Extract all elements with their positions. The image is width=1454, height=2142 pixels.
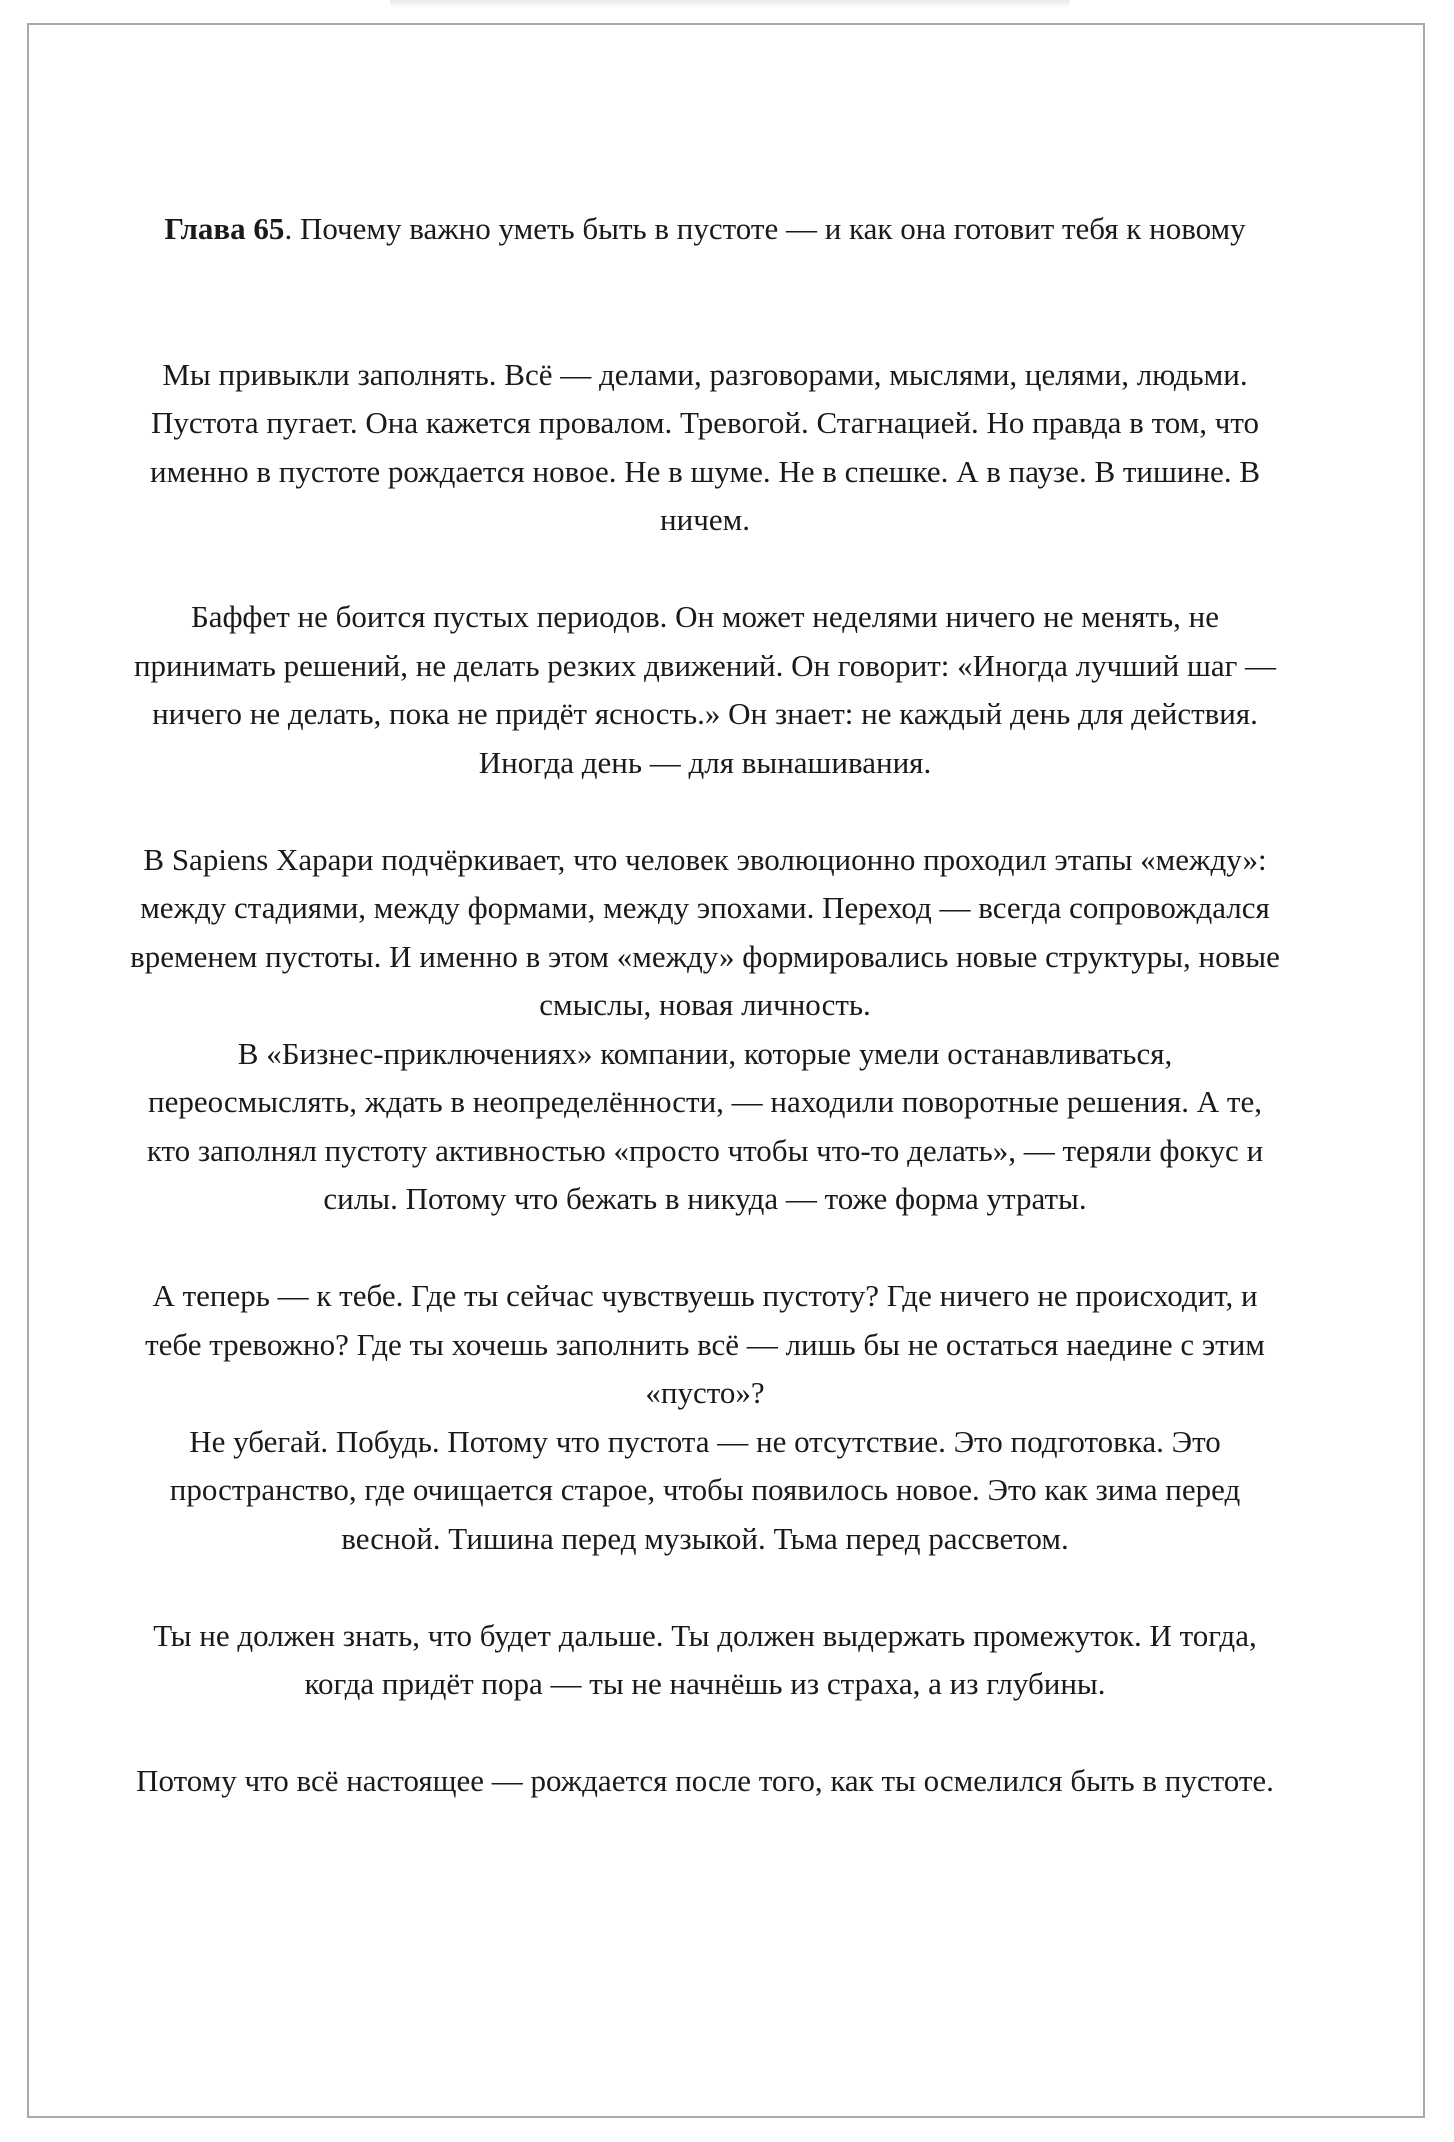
paragraph-6: Потому что всё настоящее — рождается после того, как ты осмелился быть в пустоте. xyxy=(136,1763,1274,1798)
chapter-label: Глава 65 xyxy=(164,211,285,246)
chapter-heading xyxy=(130,205,1280,254)
chapter-title-text: . Почему важно уметь быть в пустоте — и как она готовит тебя к новому xyxy=(284,211,1246,246)
paragraph-5: Ты не должен знать, что будет дальше. Ты должен выдержать промежуток. И тогда, когда придёт пора — ты не начнёшь из страха, а из глубины. xyxy=(153,1617,1257,1701)
top-edge-shadow xyxy=(390,0,1070,8)
paragraph-4: А теперь — к тебе. Где ты сейчас чувствуешь пустоту? Где ничего не происходит, и тебе тревожно? Где ты хочешь заполнить всё — лишь бы не остаться наедине с этим «пусто»? Не убегай. Побудь. Потому что пустота — не отсутствие. Это подготовка. Это пространство, где очищается старое, чтобы появилось новое. Это как зима перед весной. Тишина перед музыкой. Тьма перед рассветом. xyxy=(145,1278,1265,1556)
paragraph-1: Мы привыкли заполнять. Всё — делами, разговорами, мыслями, целями, людьми. Пустота пугает. Она кажется провалом. Тревогой. Стагнацией. Но правда в том, что именно в пустоте рождается новое. Не в шуме. Не в спешке. А в паузе. В тишине. В ничем. xyxy=(150,356,1260,537)
paragraph-3: В Sapiens Харари подчёркивает, что человек эволюционно проходил этапы «между»: между стадиями, между формами, между эпохами. Переход — всегда сопровождался временем пустоты. И именно в этом «между» формировались новые структуры, новые смыслы, новая личность. В «Бизнес-приключениях» компании, которые умели останавливаться, переосмыслять, ждать в неопределённости, — находили поворотные решения. А те, кто заполнял пустоту активностью «просто чтобы что-то делать», — теряли фокус и силы. Потому что бежать в никуда — тоже форма утраты. xyxy=(130,841,1280,1216)
chapter-content xyxy=(130,205,1280,1806)
paragraph-2: Баффет не боится пустых периодов. Он может неделями ничего не менять, не принимать решений, не делать резких движений. Он говорит: «Иногда лучший шаг — ничего не делать, пока не придёт ясность.» Он знает: не каждый день для действия. Иногда день — для вынашивания. xyxy=(133,599,1277,780)
